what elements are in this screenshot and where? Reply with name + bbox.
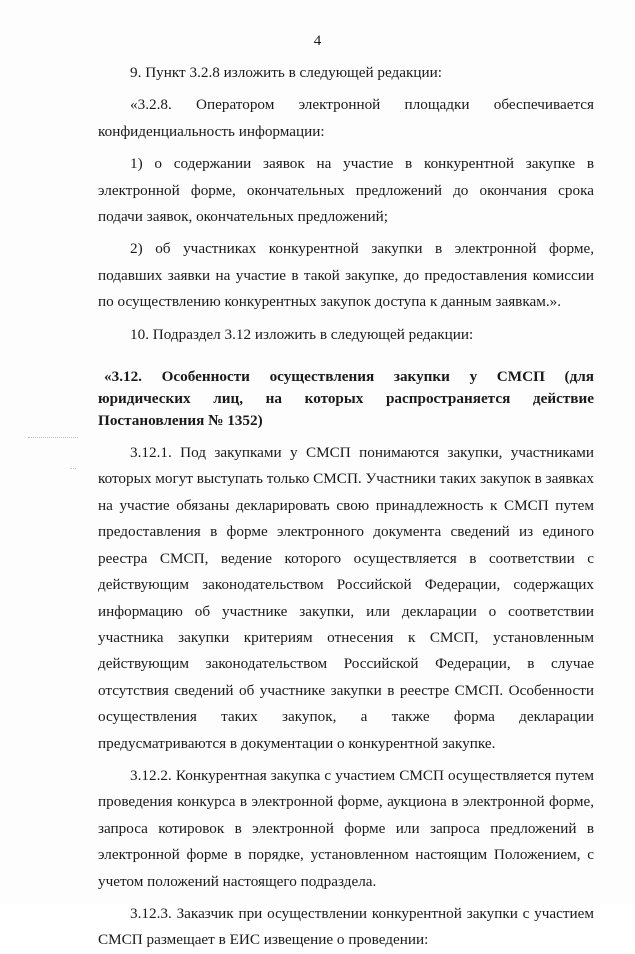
paragraph-item-10: 10. Подраздел 3.12 изложить в следующей редакции: [130,325,474,343]
paragraph-clause-3-2-8: «3.2.8. Оператором электронной площадки обеспечивается конфиденциальность информации: [98,96,594,140]
paragraph-subitem-1: 1) о содержании заявок на участие в конкурентной закупке в электронной форме, окончательных предложений до окончания срока подачи заявок, окончательных предложений; [98,155,594,226]
paragraph-subitem-2: 2) об участниках конкурентной закупки в электронной форме, подавших заявки на участие в такой закупке, до предоставления комиссии по осуществлению конкурентных закупок доступа к данным заявкам.». [98,240,594,311]
margin-scan-mark [28,437,78,439]
document-body [98,60,594,954]
paragraph-3-12-2: 3.12.2. Конкурентная закупка с участием СМСП осуществляется путем проведения конкурса в электронной форме, аукциона в электронной форме, запроса котировок в электронной форме или запроса предложений в электронной форме в порядке, установленном настоящим Положением, с учетом положений настоящего подраздела. [98,766,594,890]
paragraph-item-9: 9. Пункт 3.2.8 изложить в следующей редакции: [130,64,443,81]
page-number: 4 [313,33,322,49]
section-heading-3-12: «3.12. Особенности осуществления закупки у СМСП (для юридических лиц, на которых распространяется действие Постановления № 1352) [98,368,594,430]
margin-scan-mark [70,468,76,470]
paragraph-3-12-1: 3.12.1. Под закупками у СМСП понимаются закупки, участниками которых могут выступать только СМСП. Участники таких закупок в заявках на участие обязаны декларировать свою принадлежность к СМСП путем предоставления в форме электронного документа сведений из единого реестра СМСП, ведение которого осуществляется в соответствии с действующим законодательством Российской Федерации, содержащих информацию об участнике закупки, или декларации о соответствии участника закупки критериям отнесения к СМСП, установленным действующим законодательством Российской Федерации, в случае отсутствия сведений об участнике закупки в реестре СМСП. Особенности осуществления таких закупок, а также форма декларации предусматриваются в документации о конкурентной закупке. [98,444,594,752]
paragraph-3-12-3: 3.12.3. Заказчик при осуществлении конкурентной закупки с участием СМСП размещает в ЕИС извещение о проведении: [98,904,594,949]
